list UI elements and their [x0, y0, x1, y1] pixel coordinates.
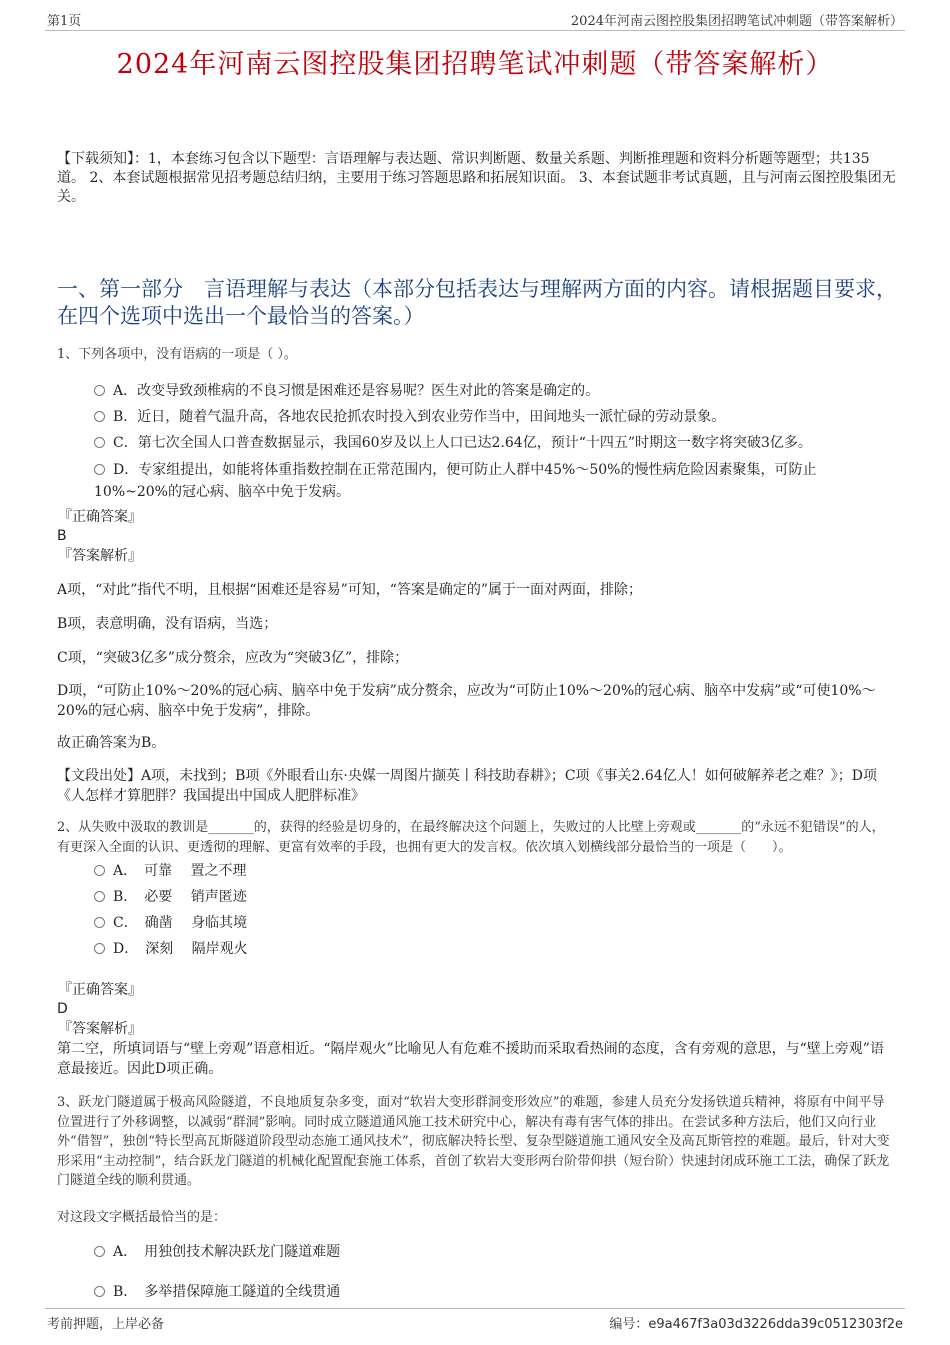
analysis-line: D项，“可防止10%～20%的冠心病、脑卒中免于发病”成分赘余，应改为“可防止10%～20%的冠心病、脑卒中发病”或“可使10%～20%的冠心病、脑卒中免于发病”，排除。	[57, 683, 876, 719]
page-title: 2024年河南云图控股集团招聘笔试冲刺题（带答案解析）	[116, 49, 834, 80]
question-1-option-c[interactable]: C．第七次全国人口普查数据显示，我国60岁及以上人口已达2.64亿，预计“十四五”时期这一数字将突破3亿多。	[94, 433, 894, 454]
question-3-option-a[interactable]: A． 用独创技术解决跃龙门隧道难题	[94, 1242, 894, 1263]
radio-button[interactable]	[94, 437, 105, 448]
answer-label: 『正确答案』	[58, 982, 142, 998]
page-number: 第1页	[47, 14, 82, 29]
answer-label: 『正确答案』	[58, 509, 142, 525]
analysis-conclusion: 故正确答案为B。	[57, 735, 166, 751]
question-3-stem: 3、跃龙门隧道属于极高风险隧道，不良地质复杂多变，面对“软岩大变形群洞变形效应”的难题，参建人员充分发扬铁道兵精神，将原有中间平导位置进行了外移调整，以减弱“群洞”影响。同时成立隧道通风施工技术研究中心，解决有毒有害气体的排出。在尝试多种方法后，他们又向行业外“借智”，独创“特长型高瓦斯隧道阶段型动态施工通风技术”，彻底解决特长型、复杂型隧道施工通风安全及高瓦斯管控的难题。最后，针对大变形采用“主动控制”，结合跃龙门隧道的机械化配置配套施工体系，首创了软岩大变形两台阶带仰拱（短台阶）快速封闭成环施工工法，确保了跃龙门隧道全线的顺利贯通。	[57, 1095, 890, 1188]
analysis-line: B项，表意明确，没有语病，当选；	[57, 616, 278, 632]
radio-button[interactable]	[94, 385, 105, 396]
question-1-stem: 1、下列各项中，没有语病的一项是（ ）。	[57, 347, 297, 362]
analysis-label: 『答案解析』	[58, 1021, 142, 1037]
question-1-option-d[interactable]: D．专家组提出，如能将体重指数控制在正常范围内，便可防止人群中45%～50%的慢性病危险因素聚集，可防止10%~20%的冠心病、脑卒中免于发病。	[94, 462, 817, 500]
footer-slogan: 考前押题，上岸必备	[47, 1317, 165, 1332]
header-doc-title: 2024年河南云图控股集团招聘笔试冲刺题（带答案解析）	[570, 14, 903, 29]
radio-button[interactable]	[94, 411, 105, 422]
radio-button[interactable]	[94, 464, 105, 475]
footer-code-value: e9a467f3a03d3226dda39c0512303f2e	[648, 1317, 903, 1332]
answer-value: D	[57, 1001, 68, 1017]
analysis-label: 『答案解析』	[58, 548, 142, 564]
question-2-option-a[interactable]: A． 可靠 置之不理	[94, 861, 894, 882]
question-3-prompt: 对这段文字概括最恰当的是：	[57, 1210, 227, 1225]
download-notice: 【下载须知】：1，本套练习包含以下题型：言语理解与表达题、常识判断题、数量关系题、判断推理题和资料分析题等题型；共135道。 2、本套试题根据常见招考题总结归纳，主要用于练习答题思路和拓展知识面。 3、本套试题非考试真题，且与河南云图控股集团无关。	[57, 151, 896, 205]
header-divider	[45, 30, 905, 31]
footer-code	[609, 1313, 903, 1332]
analysis-line: A项，“对此”指代不明，且根据“困难还是容易”可知，“答案是确定的”属于一面对两面，排除；	[57, 582, 643, 598]
footer-code-label: 编号：	[609, 1317, 649, 1332]
question-1-option-b[interactable]: B．近日，随着气温升高，各地农民抢抓农时投入到农业劳作当中，田间地头一派忙碌的劳动景象。	[94, 407, 894, 428]
question-2-stem: 2、从失败中汲取的教训是_______的，获得的经验是切身的，在最终解决这个问题上，失败过的人比壁上旁观或_______的“永远不犯错误”的人，有更深入全面的认识、更透彻的理解、更富有效率的手段，也拥有更大的发言权。依次填入划横线部分最恰当的一项是（ ）。	[57, 820, 885, 855]
section-heading: 一、第一部分 言语理解与表达（本部分包括表达与理解两方面的内容。请根据题目要求，在四个选项中选出一个最恰当的答案。）	[57, 277, 897, 328]
question-2-option-b[interactable]: B． 必要 销声匿迹	[94, 887, 894, 908]
question-3-option-b[interactable]: B． 多举措保障施工隧道的全线贯通	[94, 1282, 894, 1303]
analysis-text: 第二空，所填词语与“壁上旁观”语意相近。“隔岸观火”比喻见人有危难不援助而采取看热闹的态度，含有旁观的意思，与“壁上旁观”语意最接近。因此D项正确。	[57, 1041, 884, 1077]
question-2-option-c[interactable]: C． 确凿 身临其境	[94, 913, 894, 934]
radio-button[interactable]	[94, 917, 105, 928]
radio-button[interactable]	[94, 865, 105, 876]
radio-button[interactable]	[94, 943, 105, 954]
question-2-option-d[interactable]: D． 深刻 隔岸观火	[94, 939, 894, 960]
answer-value: B	[57, 528, 67, 544]
radio-button[interactable]	[94, 1246, 105, 1257]
footer-divider	[45, 1308, 905, 1309]
source-note: 【文段出处】A项，未找到；B项《外眼看山东·央媒一周图片撷英丨科技助春耕》；C项《事关2.64亿人！如何破解养老之难？》；D项《人怎样才算肥胖？我国提出中国成人肥胖标准》	[57, 768, 877, 804]
question-1-option-a[interactable]: A．改变导致颈椎病的不良习惯是困难还是容易呢？医生对此的答案是确定的。	[94, 381, 894, 402]
analysis-line: C项，“突破3亿多”成分赘余，应改为“突破3亿”，排除；	[57, 650, 409, 666]
radio-button[interactable]	[94, 1286, 105, 1297]
radio-button[interactable]	[94, 891, 105, 902]
